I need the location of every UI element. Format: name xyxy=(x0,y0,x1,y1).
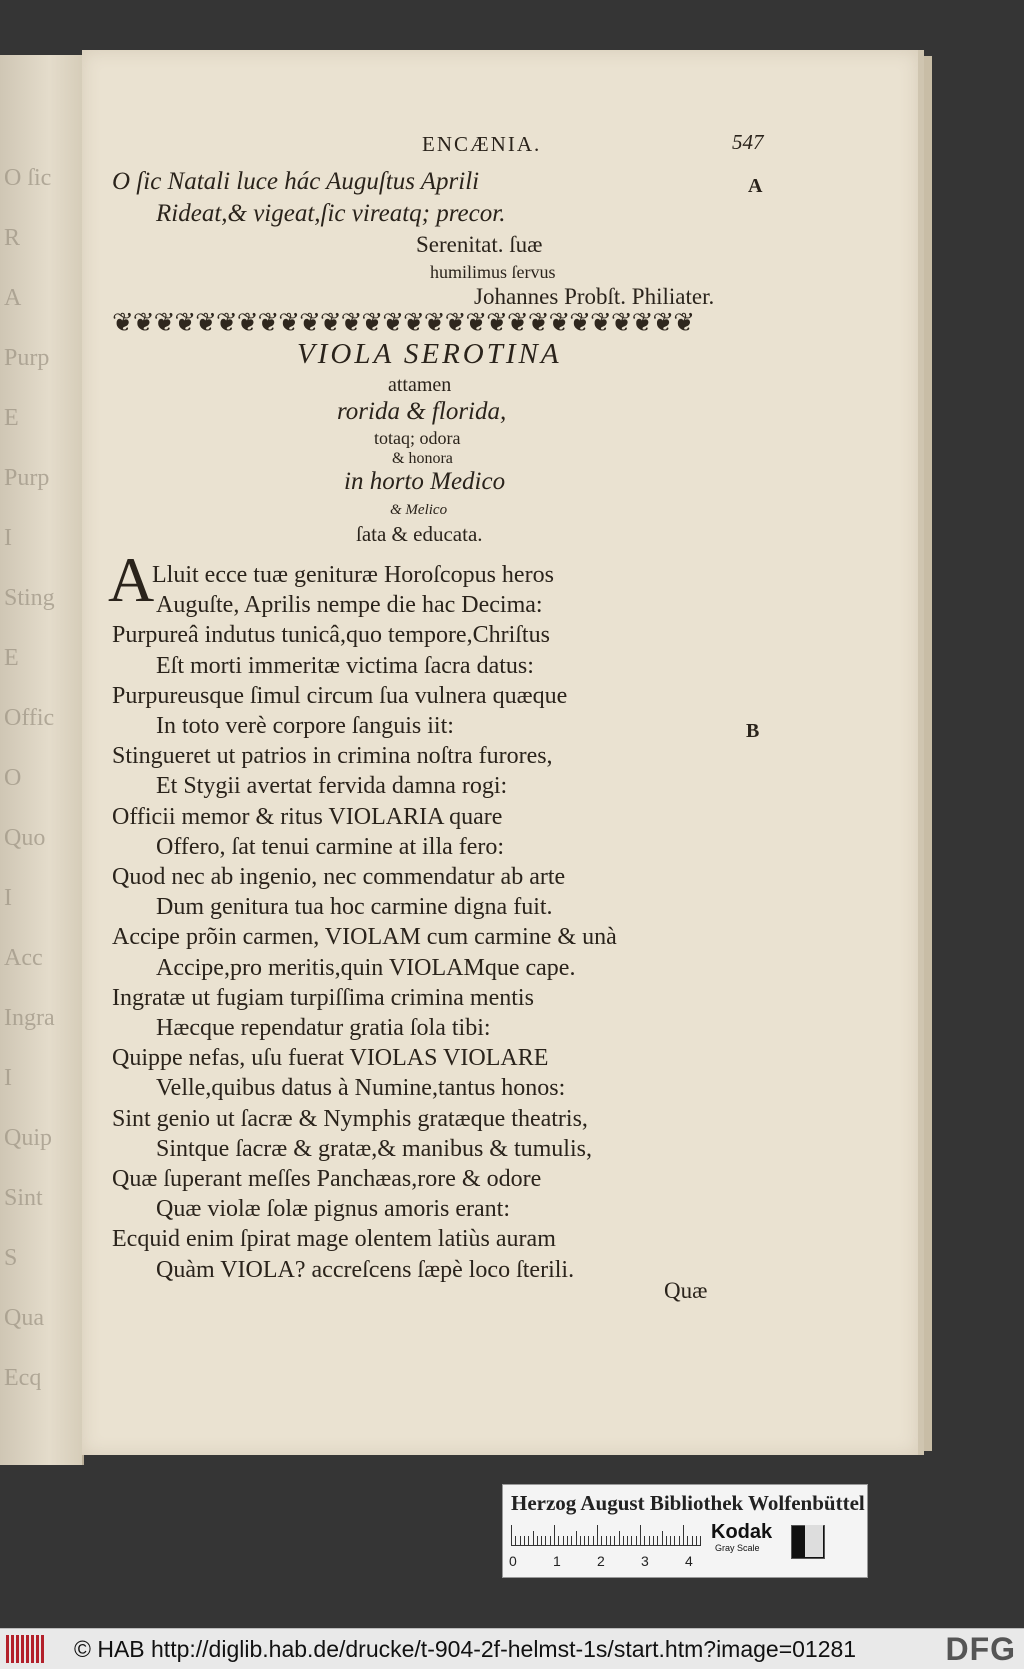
subtitle-line: in horto Medico xyxy=(344,468,506,495)
running-head: ENCÆNIA. xyxy=(422,132,542,156)
ruler-tick xyxy=(687,1536,688,1545)
ruler-tick xyxy=(662,1531,663,1545)
poem-line: Quæ violæ ſolæ pignus amoris erant: xyxy=(156,1196,510,1223)
kodak-logo: Kodak xyxy=(711,1521,773,1543)
subtitle-line: & honora xyxy=(392,450,453,467)
ghost-text: Sint xyxy=(4,1185,43,1211)
library-stamp xyxy=(502,1484,868,1578)
poem-line: Quæ ſuperant meſſes Panchæas,rore & odore xyxy=(112,1166,542,1192)
subtitle-line: & Melico xyxy=(390,502,448,518)
ghost-text: R xyxy=(4,225,21,251)
ruler-tick xyxy=(601,1536,602,1545)
ghost-text: I xyxy=(4,885,12,911)
poem-line: Officii memor & ritus VIOLARIA quare xyxy=(112,803,503,830)
ruler-tick xyxy=(614,1536,615,1545)
scale-ruler xyxy=(511,1523,701,1546)
poem-line: Quippe nefas, uſu fuerat VIOLAS VIOLARE xyxy=(112,1045,549,1072)
gray-scale-label: Gray Scale xyxy=(715,1543,760,1553)
footer-url[interactable]: © HAB http://diglib.hab.de/drucke/t-904-2f-helmst-1s/start.htm?image=01281 xyxy=(74,1636,857,1662)
barcode-icon xyxy=(6,1635,46,1663)
ruler-tick xyxy=(631,1536,632,1545)
ruler-tick xyxy=(545,1536,546,1545)
poem-line: Eſt morti immeritæ victima ſacra datus: xyxy=(156,652,534,679)
ghost-text: Ecq xyxy=(4,1365,42,1391)
ruler-tick xyxy=(649,1536,650,1545)
ruler-tick xyxy=(576,1531,577,1545)
signature-line: Serenitat. ſuæ xyxy=(416,232,543,257)
subtitle-line: totaq; odora xyxy=(374,428,461,448)
ruler-tick xyxy=(524,1536,525,1545)
ruler-number: 1 xyxy=(553,1553,561,1569)
page-edge xyxy=(924,56,932,1451)
book-page xyxy=(82,50,924,1455)
ghost-text: Acc xyxy=(4,945,43,971)
ruler-number: 4 xyxy=(685,1553,693,1569)
ghost-text: Purp xyxy=(4,465,50,491)
ornament-border: ❦❦❦❦❦❦❦❦❦❦❦❦❦❦❦❦❦❦❦❦❦❦❦❦❦❦❦❦ xyxy=(112,308,694,337)
dfg-logo: DFG xyxy=(945,1631,1016,1667)
ruler-tick xyxy=(627,1536,628,1545)
ghost-text: Purp xyxy=(4,345,50,371)
ruler-tick xyxy=(640,1525,641,1545)
poem-line: Quàm VIOLA? accreſcens ſæpè loco ſterili. xyxy=(156,1256,575,1283)
gray-patch-light xyxy=(805,1525,823,1557)
poem-line: Auguſte, Aprilis nempe die hac Decima: xyxy=(156,592,543,619)
ghost-text: A xyxy=(4,285,22,311)
ruler-tick xyxy=(653,1536,654,1545)
subtitle-line: rorida & florida, xyxy=(337,398,507,425)
poem-line: Stingueret ut patrios in crimina noſtra furores, xyxy=(112,743,553,770)
poem-line: Purpureusque ſimul circum ſua vulnera quæque xyxy=(112,682,568,709)
subtitle-line: attamen xyxy=(388,374,452,396)
ruler-tick xyxy=(657,1536,658,1545)
ruler-number: 2 xyxy=(597,1553,605,1569)
poem-line: Ingratæ ut fugiam turpiſſima crimina mentis xyxy=(112,984,534,1011)
ghost-text: Ingra xyxy=(4,1005,55,1031)
opening-line: Rideat,& vigeat,ſic vireatq; precor. xyxy=(156,200,506,227)
ruler-tick xyxy=(674,1536,675,1545)
drop-cap: A xyxy=(108,544,155,615)
ruler-tick xyxy=(558,1536,559,1545)
ruler-tick xyxy=(550,1536,551,1545)
ghost-text: E xyxy=(4,645,19,671)
signature-line: humilimus ſervus xyxy=(430,262,556,282)
ruler-tick xyxy=(666,1536,667,1545)
ruler-tick xyxy=(692,1536,693,1545)
margin-letter-b: B xyxy=(746,720,760,742)
poem-line: Accipe prõin carmen, VIOLAM cum carmine & unà xyxy=(112,924,617,951)
ruler-tick xyxy=(670,1536,671,1545)
ruler-tick xyxy=(683,1525,684,1545)
ruler-tick xyxy=(520,1536,521,1545)
poem-title: VIOLA SEROTINA xyxy=(297,338,562,370)
ruler-tick xyxy=(515,1536,516,1545)
poem-line: Quod nec ab ingenio, nec commendatur ab arte xyxy=(112,864,566,890)
poem-line: Dum genitura tua hoc carmine digna fuit. xyxy=(156,894,553,921)
poem-line: Velle,quibus datus à Numine,tantus honos: xyxy=(156,1075,566,1102)
ruler-tick xyxy=(606,1536,607,1545)
ghost-text: Offic xyxy=(4,705,55,731)
left-page-edge xyxy=(0,55,84,1465)
page-number: 547 xyxy=(732,130,764,154)
ghost-text: S xyxy=(4,1245,18,1271)
subtitle-line: ſata & educata. xyxy=(356,522,483,546)
poem-line: Offero, ſat tenui carmine at illa fero: xyxy=(156,833,505,860)
poem-line: Accipe,pro meritis,quin VIOLAMque cape. xyxy=(156,954,576,981)
ghost-text: Qua xyxy=(4,1305,44,1331)
ghost-text: O xyxy=(4,765,22,791)
ruler-tick xyxy=(567,1536,568,1545)
ruler-tick xyxy=(541,1536,542,1545)
poem-line: Sintque ſacræ & gratæ,& manibus & tumulis, xyxy=(156,1135,592,1162)
ghost-text: Quip xyxy=(4,1125,52,1151)
ruler-tick xyxy=(597,1525,598,1545)
ruler-tick xyxy=(593,1536,594,1545)
ruler-tick xyxy=(528,1536,529,1545)
ghost-text: E xyxy=(4,405,19,431)
ghost-text: Quo xyxy=(4,825,46,851)
ruler-tick xyxy=(537,1536,538,1545)
ghost-text: Sting xyxy=(4,585,55,611)
ruler-tick xyxy=(696,1536,697,1545)
signature-line: Johannes Probſt. Philiater. xyxy=(474,284,715,309)
ruler-tick xyxy=(636,1536,637,1545)
ruler-tick xyxy=(623,1536,624,1545)
poem-line: Lluit ecce tuæ genituræ Horoſcopus heros xyxy=(152,562,554,588)
ruler-tick xyxy=(588,1536,589,1545)
ruler-tick xyxy=(571,1536,572,1545)
ruler-tick xyxy=(554,1525,555,1545)
ghost-text: I xyxy=(4,1065,12,1091)
ghost-text: O ſic xyxy=(4,165,52,191)
poem-line: Et Stygii avertat fervida damna rogi: xyxy=(156,773,508,800)
library-name: Herzog August Bibliothek Wolfenbüttel xyxy=(511,1491,865,1515)
poem-line: In toto verè corpore ſanguis iit: xyxy=(156,713,454,739)
ruler-tick xyxy=(563,1536,564,1545)
ruler-tick xyxy=(644,1536,645,1545)
ruler-number: 0 xyxy=(509,1553,517,1569)
poem-line: Hæcque rependatur gratia ſola tibi: xyxy=(156,1015,491,1041)
margin-letter-a: A xyxy=(748,175,763,197)
catchword: Quæ xyxy=(664,1278,708,1303)
footer-bar xyxy=(0,1628,1024,1669)
ruler-tick xyxy=(584,1536,585,1545)
opening-line: O ſic Natali luce hác Auguſtus Aprili xyxy=(112,168,480,195)
ruler-tick xyxy=(511,1525,512,1545)
ruler-tick xyxy=(619,1531,620,1545)
ruler-tick xyxy=(533,1531,534,1545)
ruler-number: 3 xyxy=(641,1553,649,1569)
ruler-tick xyxy=(610,1536,611,1545)
ghost-text: I xyxy=(4,525,12,551)
ruler-tick xyxy=(580,1536,581,1545)
ruler-tick xyxy=(700,1536,701,1545)
poem-line: Purpureâ indutus tunicâ,quo tempore,Chriſtus xyxy=(112,622,550,649)
poem-line: Ecquid enim ſpirat mage olentem latiùs auram xyxy=(112,1226,556,1253)
poem-line: Sint genio ut ſacræ & Nymphis gratæque theatris, xyxy=(112,1105,588,1132)
ruler-tick xyxy=(679,1536,680,1545)
